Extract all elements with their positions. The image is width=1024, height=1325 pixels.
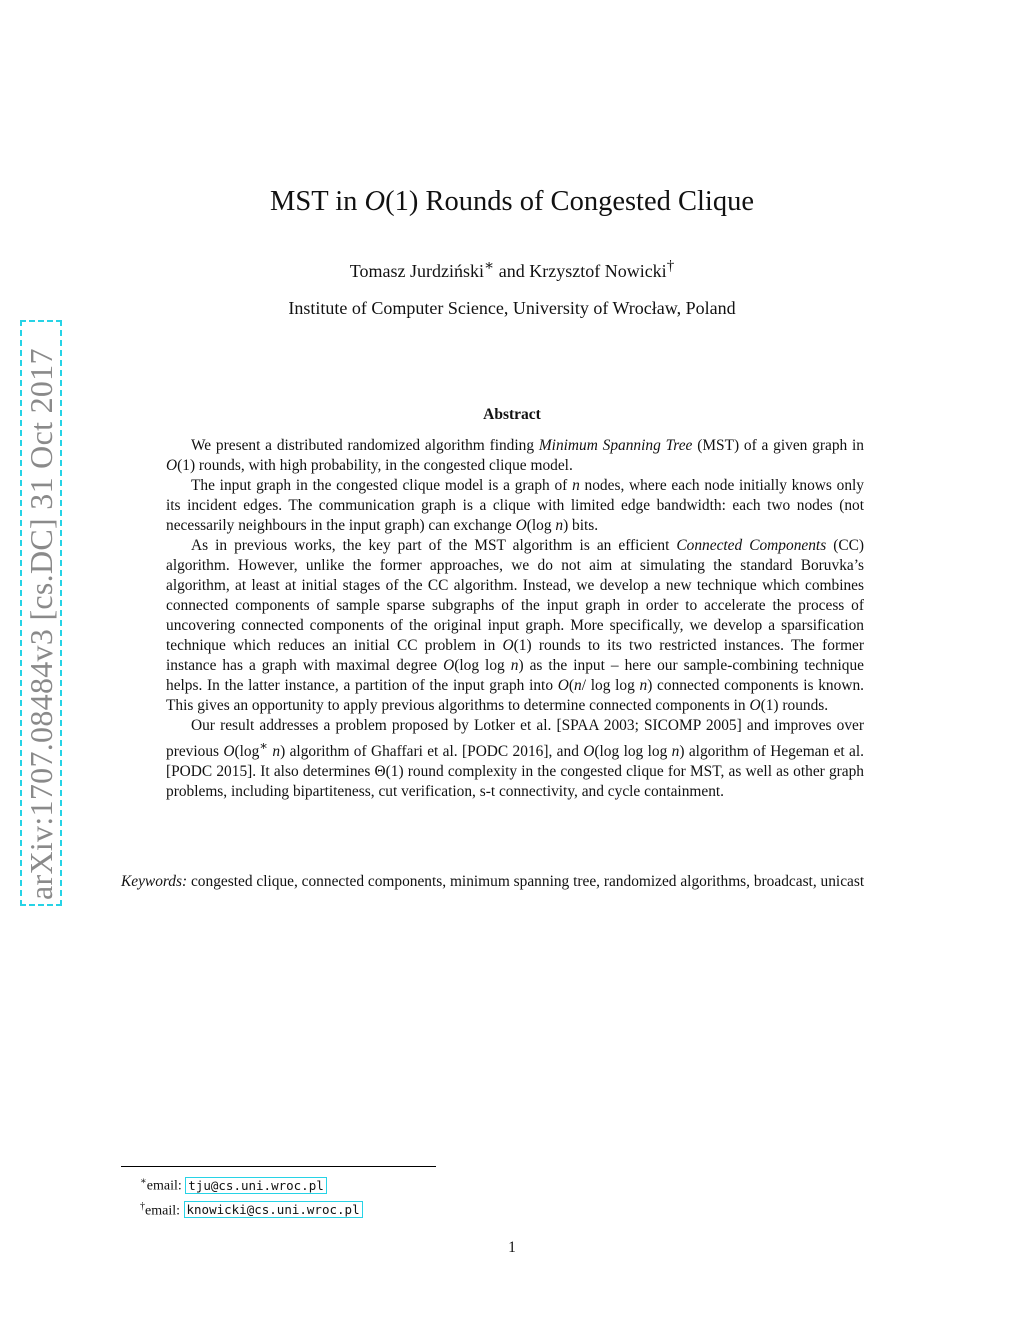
- keywords-label: Keywords:: [121, 873, 188, 890]
- arxiv-identifier[interactable]: arXiv:1707.08484v3 [cs.DC] 31 Oct 2017: [23, 348, 59, 900]
- affiliation: Institute of Computer Science, University of Wrocław, Poland: [288, 298, 736, 318]
- footnote-2: †email: knowicki@cs.uni.wroc.pl: [140, 1197, 640, 1222]
- abstract-paragraph-1: We present a distributed randomized algorithm finding Minimum Spanning Tree (MST) of a given graph in O(1) rounds, with high probability, in the congested clique model.: [166, 437, 864, 474]
- abstract-paragraph-2: The input graph in the congested clique model is a graph of n nodes, where each node initially knows only its incident edges. The communication graph is a clique with limited edge bandwidth: each two nodes (not necessarily neighbours in the input graph) can exchange O(log n) bits.: [166, 477, 864, 534]
- keywords-list: congested clique, connected components, minimum spanning tree, randomized algorithms, broadcast, unicast: [187, 873, 865, 890]
- keywords: [121, 872, 909, 892]
- email-link-nowicki[interactable]: knowicki@cs.uni.wroc.pl: [184, 1201, 363, 1218]
- page-number: 1: [508, 1239, 516, 1256]
- footnotes: [140, 1172, 640, 1221]
- author-line: Tomasz Jurdziński∗ and Krzysztof Nowicki†: [349, 258, 675, 281]
- footnote-1: ∗email: tju@cs.uni.wroc.pl: [140, 1172, 640, 1197]
- footnote-mark-1: ∗: [484, 258, 495, 274]
- footnote-mark-2: †: [666, 258, 675, 274]
- footnote-divider: [121, 1166, 436, 1167]
- abstract-paragraph-3: As in previous works, the key part of the MST algorithm is an efficient Connected Components (CC) algorithm. However, unlike the former approaches, we do not aim at simulating the standard Boruvka’s algorithm, at least at initial stages of the CC algorithm. Instead, we develop a new technique which combines connected components of sample sparse subgraphs of the input graph in order to accelerate the process of uncovering connected components of the original input graph. More specifically, we develop a sparsification technique which reduces an initial CC problem in O(1) rounds to its two restricted instances. The former instance has a graph with maximal degree O(log log n) as the input – here our sample-combining technique helps. In the latter instance, a partition of the input graph into O(n/ log log n) connected components is known. This gives an opportunity to apply previous algorithms to determine connected components in O(1) rounds.: [166, 537, 864, 714]
- author-jurdzinski: Tomasz Jurdziński: [349, 261, 485, 281]
- email-link-jurdzinski[interactable]: tju@cs.uni.wroc.pl: [185, 1177, 326, 1194]
- abstract-heading: Abstract: [483, 406, 541, 423]
- paper-title: MST in O(1) Rounds of Congested Clique: [270, 186, 754, 217]
- abstract-body: [166, 436, 864, 802]
- author-nowicki: Krzysztof Nowicki: [529, 261, 667, 281]
- abstract-paragraph-4: Our result addresses a problem proposed by Lotker et al. [SPAA 2003; SICOMP 2005] and improves over previous O(log∗ n) algorithm of Ghaffari et al. [PODC 2016], and O(log log log n) algorithm of Hegeman et al. [PODC 2015]. It also determines Θ(1) round complexity in the congested clique for MST, as well as other graph problems, including bipartiteness, cut verification, s-t connectivity, and cycle containment.: [166, 717, 864, 801]
